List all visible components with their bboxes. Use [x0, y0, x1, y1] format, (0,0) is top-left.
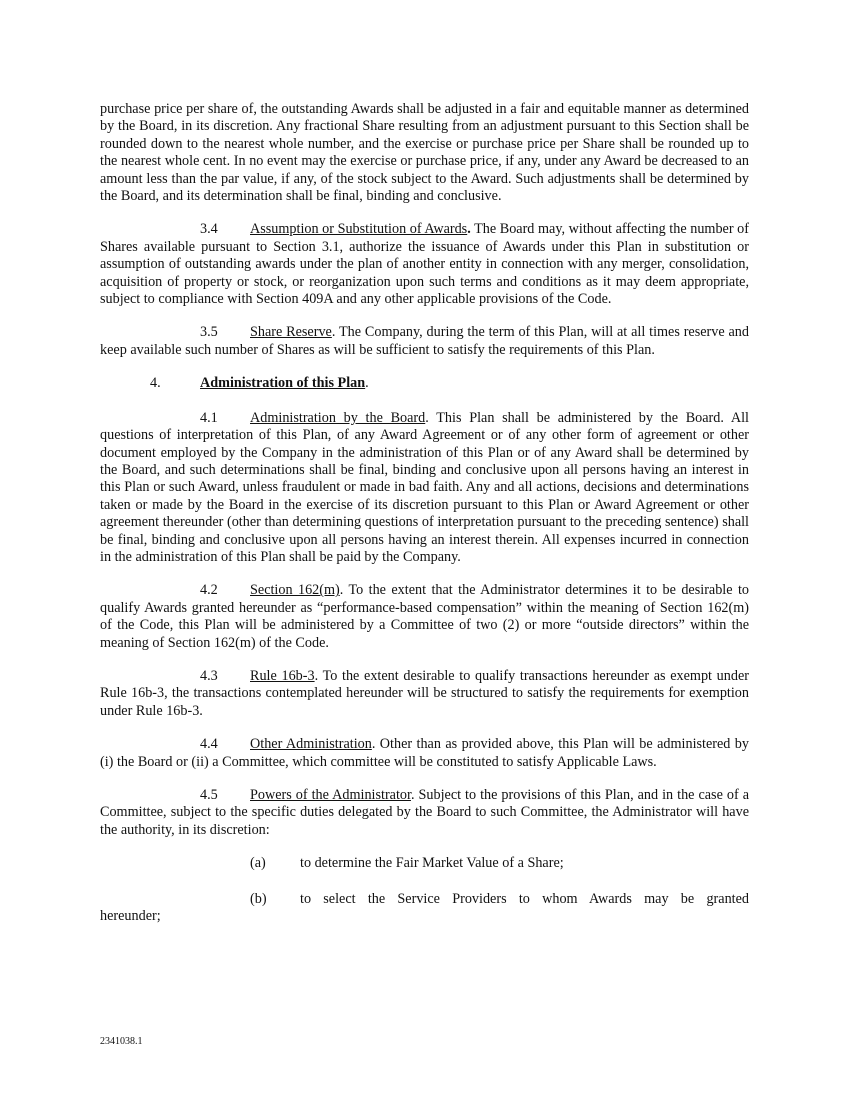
section-title: Powers of the Administrator — [250, 787, 411, 803]
section-text: . To the extent that the Administrator determines it to be desirable to qualify Awards granted hereunder as “performance-based compensation” within the meaning of Section 162(m) of the Code, this Plan will be administered by a Committee of two (2) or more “outside directors” within the meaning of Section 162(m) of the Code. — [100, 582, 749, 651]
section-4-1 — [100, 410, 749, 567]
section-4-5 — [100, 787, 749, 839]
section-text: . To the extent desirable to qualify transactions hereunder as exempt under Rule 16b-3, the transactions contemplated hereunder will be structured to satisfy the requirements for exemption under Rule 16b-3. — [100, 667, 749, 719]
section-title: Section 162(m) — [250, 582, 340, 599]
section-number: 3.4 — [200, 221, 218, 238]
section-title-punct: . — [467, 221, 471, 238]
section-number: 3.5 — [200, 324, 218, 341]
section-3-5 — [100, 324, 749, 359]
document-page — [100, 101, 749, 925]
intro-paragraph: purchase price per share of, the outstanding Awards shall be adjusted in a fair and equitable manner as determined by the Board, in its discretion. Any fractional Share resulting from an adjustment pursuant to this Section shall be rounded down to the nearest whole number, and the exercise or purchase price per Share shall be rounded up to the nearest whole cent. In no event may the exercise or purchase price, if any, under any Award be decreased to an amount less than the par value, if any, of the stock subject to the Award. Such adjustments shall be determined by the Board, and its determination shall be final, binding and conclusive. — [100, 101, 749, 205]
section-number: 4. — [150, 375, 161, 392]
section-text: . This Plan shall be administered by the Board. All questions of interpretation of this Plan, of any Award Agreement or of any other form of agreement or other document employed by the Company in the administration of this Plan or of any Award shall be determined by the Board, and such determinations shall be final, binding and conclusive upon all persons having an interest in this Plan or such Award, unless fraudulent or made in bad faith. Any and all actions, decisions and determinations taken or made by the Board in the exercise of its discretion pursuant to this Plan or Award Agreement or other agreement thereunder (other than determining questions of interpretation pursuant to the preceding sentence) shall be final, binding and conclusive upon all persons having an interest therein. All expenses incurred in connection in the administration of this Plan shall be paid by the Company. — [100, 409, 749, 565]
section-number: 4.5 — [200, 787, 218, 803]
section-number: 4.2 — [200, 582, 218, 599]
item-lead-line — [250, 891, 749, 908]
section-4-heading — [100, 375, 749, 392]
document-footer-id: 2341038.1 — [100, 1036, 143, 1047]
section-4-2 — [100, 582, 749, 652]
section-4-3 — [100, 668, 749, 720]
section-3-4 — [100, 221, 749, 308]
section-4-4 — [100, 736, 749, 771]
section-title: Share Reserve — [250, 324, 332, 341]
section-title: Rule 16b-3 — [250, 667, 315, 684]
section-number: 4.1 — [200, 409, 218, 426]
section-text: . Other than as provided above, this Plan will be administered by (i) the Board or (ii) a Committee, which committee will be constituted to satisfy Applicable Laws. — [100, 736, 749, 770]
item-text: to select the Service Providers to whom Awards may be granted — [300, 890, 749, 907]
section-text: The Board may, without affecting the number of Shares available pursuant to Section 3.1, authorize the issuance of Awards under this Plan in substitution or assumption of outstanding awards under the plan of another entity in connection with any merger, consolidation, acquisition of property or stock, or reorganization upon such terms and conditions as it may deem appropriate, subject to compliance with Section 409A and any other applicable provisions of the Code. — [100, 221, 749, 308]
list-item-a — [100, 855, 749, 872]
item-label: (b) — [250, 890, 267, 907]
section-title: Administration by the Board — [250, 409, 426, 426]
section-title: Assumption or Substitution of Awards — [250, 221, 468, 238]
list-item-b — [100, 891, 749, 926]
section-number: 4.3 — [200, 667, 218, 684]
section-title-punct: . — [365, 375, 369, 392]
item-label: (a) — [250, 855, 266, 872]
section-title: Other Administration — [250, 736, 372, 753]
item-text-continued: hereunder; — [100, 908, 161, 925]
section-text: . The Company, during the term of this Plan, will at all times reserve and keep available such number of Shares as will be sufficient to satisfy the requirements of this Plan. — [100, 324, 749, 358]
section-title: Administration of this Plan — [200, 375, 366, 392]
item-text: to determine the Fair Market Value of a Share; — [300, 855, 564, 872]
section-text: . Subject to the provisions of this Plan, and in the case of a Committee, subject to the specific duties delegated by the Board to such Committee, the Administrator will have the authority, in its discretion: — [100, 787, 749, 838]
section-number: 4.4 — [200, 736, 218, 753]
